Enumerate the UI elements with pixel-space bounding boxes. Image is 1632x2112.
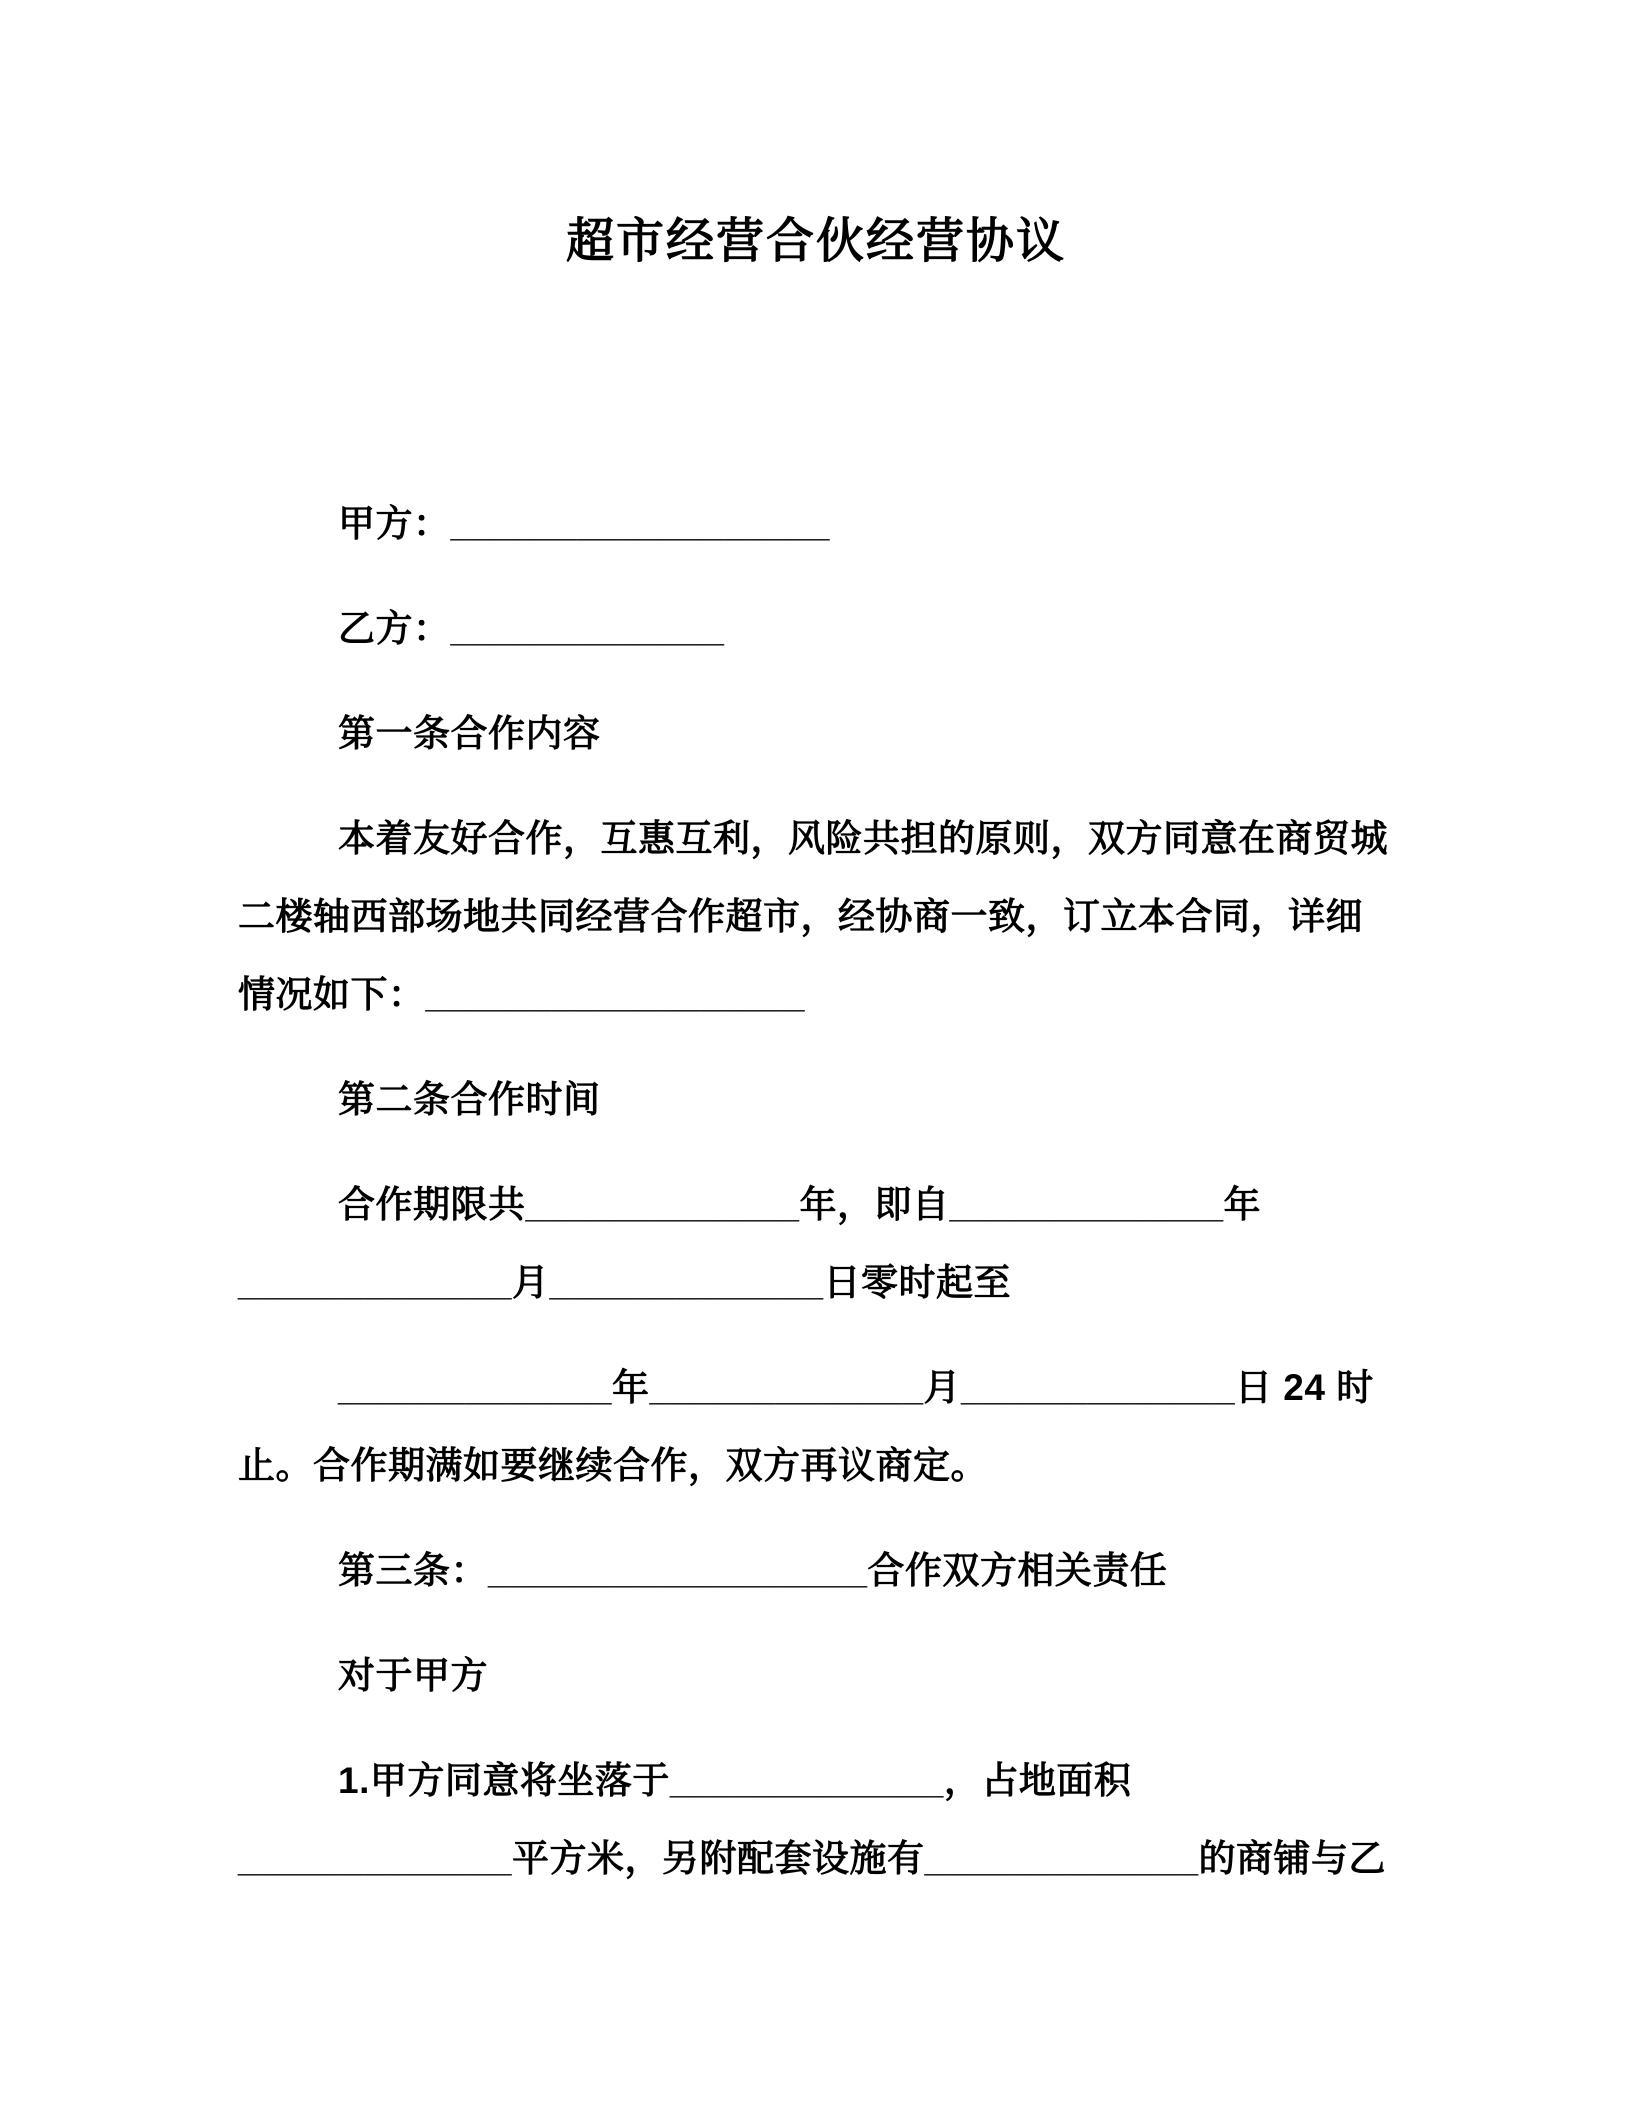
party-a-duties-heading <box>238 1637 1395 1715</box>
article-2-body-1 <box>238 1166 1395 1322</box>
text-line: 对于甲方 <box>338 1655 488 1696</box>
text-line: 第一条合作内容 <box>338 713 601 754</box>
text-line: _____________月_____________日零时起至 <box>238 1262 1012 1303</box>
text-line: 乙方：_____________ <box>338 608 725 649</box>
article-3-heading <box>238 1532 1395 1610</box>
article-1-heading <box>238 695 1395 773</box>
text-line: 止。合作期满如要继续合作，双方再议商定。 <box>238 1445 988 1486</box>
party-a-line <box>238 485 1395 563</box>
text-line: 第三条：__________________合作双方相关责任 <box>338 1550 1168 1591</box>
text-line: 1.甲方同意将坐落于_____________，占地面积 <box>338 1760 1132 1801</box>
text-line: 二楼轴西部场地共同经营合作超市，经协商一致，订立本合同，详细 <box>238 896 1363 937</box>
party-b-line <box>238 590 1395 668</box>
text-line: 本着友好合作，互惠互利，风险共担的原则，双方同意在商贸城 <box>338 818 1388 859</box>
document-body <box>238 485 1395 1898</box>
text-line: 情况如下：__________________ <box>238 974 805 1015</box>
text-line: 合作期限共_____________年，即自_____________年 <box>338 1184 1262 1225</box>
text-line: _____________平方米，另附配套设施有_____________的商铺与乙 <box>238 1838 1387 1879</box>
text-line: 甲方：__________________ <box>338 503 830 544</box>
document-title: 超市经营合伙经营协议 <box>565 215 1066 268</box>
article-2-body-2 <box>238 1349 1395 1505</box>
article-1-body <box>238 800 1395 1034</box>
party-a-duty-1 <box>238 1742 1395 1898</box>
text-line: 第二条合作时间 <box>338 1079 601 1120</box>
article-2-heading <box>238 1061 1395 1139</box>
text-line: _____________年_____________月_____________日 24 时 <box>338 1367 1374 1408</box>
